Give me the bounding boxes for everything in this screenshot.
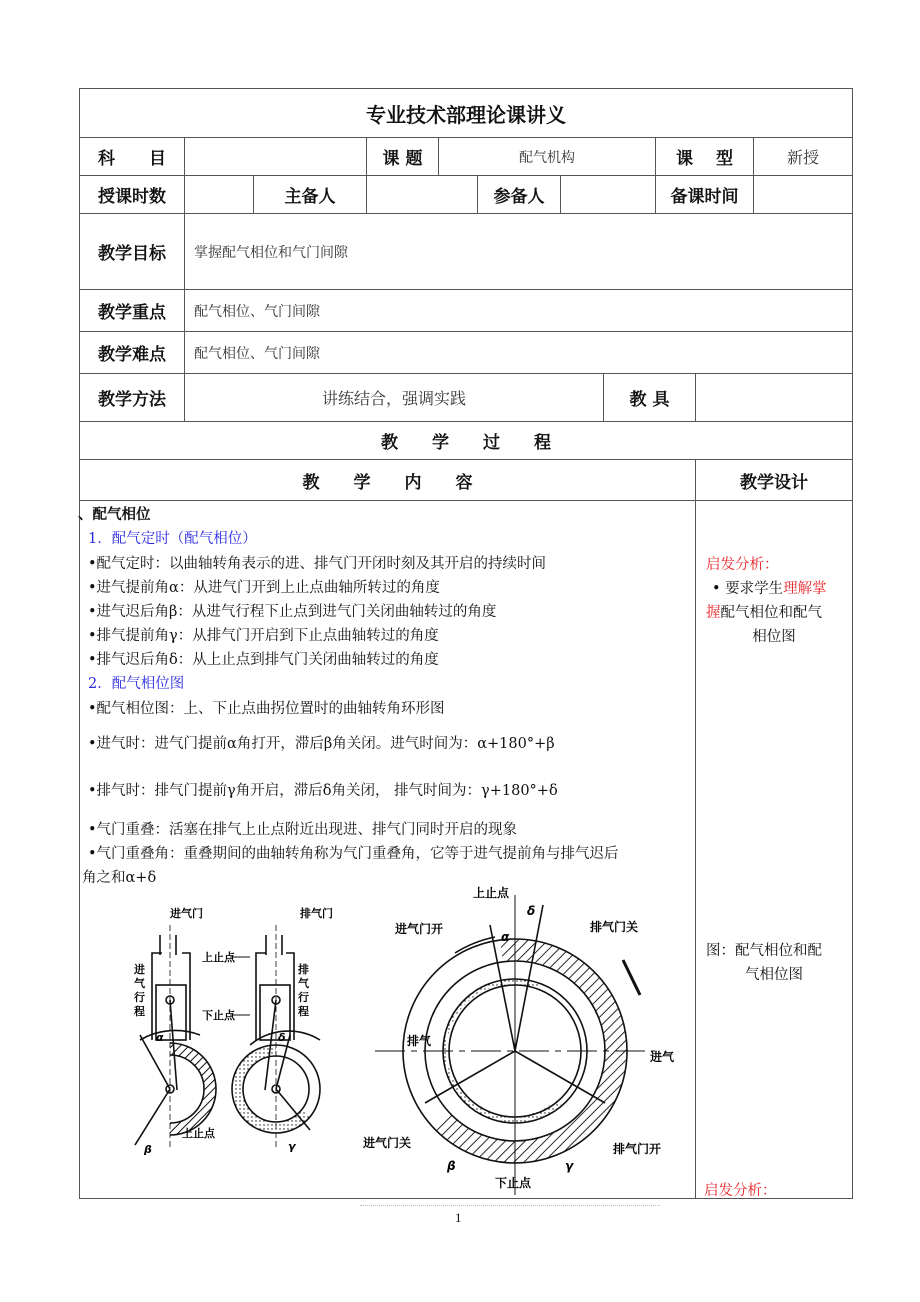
type-value[interactable]: 新授 xyxy=(786,148,819,167)
list-item: •配气相位图：上、下止点曲拐位置时的曲轴转角环形图 xyxy=(88,701,445,717)
exhaust-band xyxy=(442,978,561,1122)
method-label: 教学方法 xyxy=(98,390,166,410)
footer-divider xyxy=(360,1205,660,1206)
alpha-label: α xyxy=(501,930,510,944)
tdc-label: 上止点 xyxy=(202,951,235,964)
intake-open-label: 进气门开 xyxy=(395,922,444,936)
list-item: •排气提前角γ：从排气门开启到下止点曲轴转过的角度 xyxy=(88,628,439,644)
hint-prefix: • 要求学生 xyxy=(712,581,784,597)
hours-label: 授课时数 xyxy=(98,187,166,207)
exhaust-valve-label: 排气门 xyxy=(300,907,333,920)
beta-label: β xyxy=(144,1143,152,1155)
list-item: •排气时：排气门提前γ角开启，滞后δ角关闭， 排气时间为：γ+180°+δ xyxy=(88,783,558,799)
tools-label: 教 具 xyxy=(629,390,670,410)
hint-highlight: 理解掌 xyxy=(783,581,827,597)
page-number: 1 xyxy=(455,1210,462,1225)
list-item: •进气迟后角β：从进气行程下止点到进气门关闭曲轴转过的角度 xyxy=(88,604,497,620)
valve-timing-ring-diagram xyxy=(355,875,685,1205)
topic-label: 课 题 xyxy=(382,149,423,169)
list-item: •进气提前角α：从进气门开到上止点曲轴所转过的角度 xyxy=(88,580,440,596)
intake-stroke-char: 气 xyxy=(134,977,145,990)
hint-text-line3: 相位图 xyxy=(752,629,796,645)
exhaust-close-label: 排气门关 xyxy=(590,920,639,934)
co-preparer-label: 参备人 xyxy=(493,187,545,207)
list-item: •进气时：进气门提前α角打开，滞后β角关闭。进气时间为：α+180°+β xyxy=(88,736,555,752)
tdc-label: 上止点 xyxy=(473,886,510,900)
co-preparer-value[interactable] xyxy=(561,176,655,213)
prep-time-label: 备课时间 xyxy=(670,187,739,207)
goal-label: 教学目标 xyxy=(98,244,166,264)
col-divider xyxy=(695,459,696,1199)
section-title: 、配气相位 xyxy=(78,507,151,523)
gamma-label: γ xyxy=(288,1140,296,1153)
figure-caption: 图：配气相位和配 xyxy=(706,943,822,959)
hint-text-line2 xyxy=(706,601,822,622)
exhaust-open-label: 排气门开 xyxy=(613,1142,662,1156)
exhaust-stroke-char: 程 xyxy=(298,1005,309,1018)
intake-close-label: 进气门关 xyxy=(363,1136,412,1150)
main-preparer-label: 主备人 xyxy=(284,187,336,207)
design-heading: 教学设计 xyxy=(740,472,808,493)
intake-valve-label: 进气门 xyxy=(170,907,203,920)
type-label: 课 型 xyxy=(676,149,733,169)
exhaust-stroke-char: 排 xyxy=(298,963,309,976)
goal-value: 掌握配气相位和气门间隙 xyxy=(194,244,348,261)
topic-value[interactable]: 配气机构 xyxy=(519,149,575,166)
intake-stroke-char: 进 xyxy=(134,963,145,976)
tools-value[interactable] xyxy=(696,374,852,421)
gamma-label: γ xyxy=(565,1159,574,1173)
key-point-value: 配气相位、气门间隙 xyxy=(194,303,320,320)
subsection-2-title: 2．配气相位图 xyxy=(88,676,185,692)
process-heading: 教 学 过 程 xyxy=(381,433,551,453)
exhaust-stroke-char: 气 xyxy=(298,977,309,990)
hint-title-2: 启发分析： xyxy=(704,1183,777,1199)
exhaust-cylinder xyxy=(232,925,320,1150)
difficulty-value: 配气相位、气门间隙 xyxy=(194,345,320,362)
list-item: •排气迟后角δ：从上止点到排气门关闭曲轴转过的角度 xyxy=(88,652,439,668)
intake-stroke-char: 程 xyxy=(134,1005,145,1018)
table-border-right xyxy=(852,88,853,1199)
delta-label: δ xyxy=(278,1031,286,1044)
difficulty-label: 教学难点 xyxy=(98,345,166,365)
hint-rest: 配气相位和配气 xyxy=(720,605,822,621)
figure-caption-line2: 气相位图 xyxy=(745,967,803,983)
bdc-label: 下止点 xyxy=(202,1009,235,1022)
bdc-label: 下止点 xyxy=(495,1176,532,1190)
subject-value[interactable] xyxy=(185,138,366,175)
key-point-label: 教学重点 xyxy=(98,303,166,323)
exhaust-stroke-char: 行 xyxy=(298,991,309,1004)
main-preparer-value[interactable] xyxy=(367,176,477,213)
exhaust-label: 排气 xyxy=(407,1034,432,1048)
delta-label: δ xyxy=(527,904,536,918)
beta-label: β xyxy=(447,1159,456,1173)
hint-text xyxy=(712,577,848,601)
content-heading: 教 学 内 容 xyxy=(302,472,473,493)
list-item: •配气定时：以曲轴转角表示的进、排气门开闭时刻及其开启的持续时间 xyxy=(88,556,547,572)
alpha-label: α xyxy=(156,1031,164,1044)
hint-highlight: 握 xyxy=(706,605,721,621)
subject-label: 科 目 xyxy=(98,149,166,169)
list-item: •气门重叠：活塞在排气上止点附近出现进、排气门同时开启的现象 xyxy=(88,822,518,838)
list-item: •气门重叠角：重叠期间的曲轴转角称为气门重叠角，它等于进气提前角与排气迟后 xyxy=(88,846,619,862)
row-divider xyxy=(79,500,853,501)
hint-title: 启发分析： xyxy=(706,557,779,573)
document-title: 专业技术部理论课讲义 xyxy=(366,102,566,127)
method-value: 讲练结合，强调实践 xyxy=(321,389,466,408)
hours-value[interactable] xyxy=(185,176,253,213)
intake-label: 进气 xyxy=(650,1050,675,1064)
intake-stroke-char: 行 xyxy=(134,991,145,1004)
tdc-bottom-label: 上止点 xyxy=(182,1127,215,1140)
valve-timing-piston-diagram xyxy=(110,895,350,1155)
prep-time-value[interactable] xyxy=(754,176,852,213)
subsection-1-title: 1．配气定时（配气相位） xyxy=(88,531,257,547)
list-item: 角之和α+δ xyxy=(82,870,157,886)
